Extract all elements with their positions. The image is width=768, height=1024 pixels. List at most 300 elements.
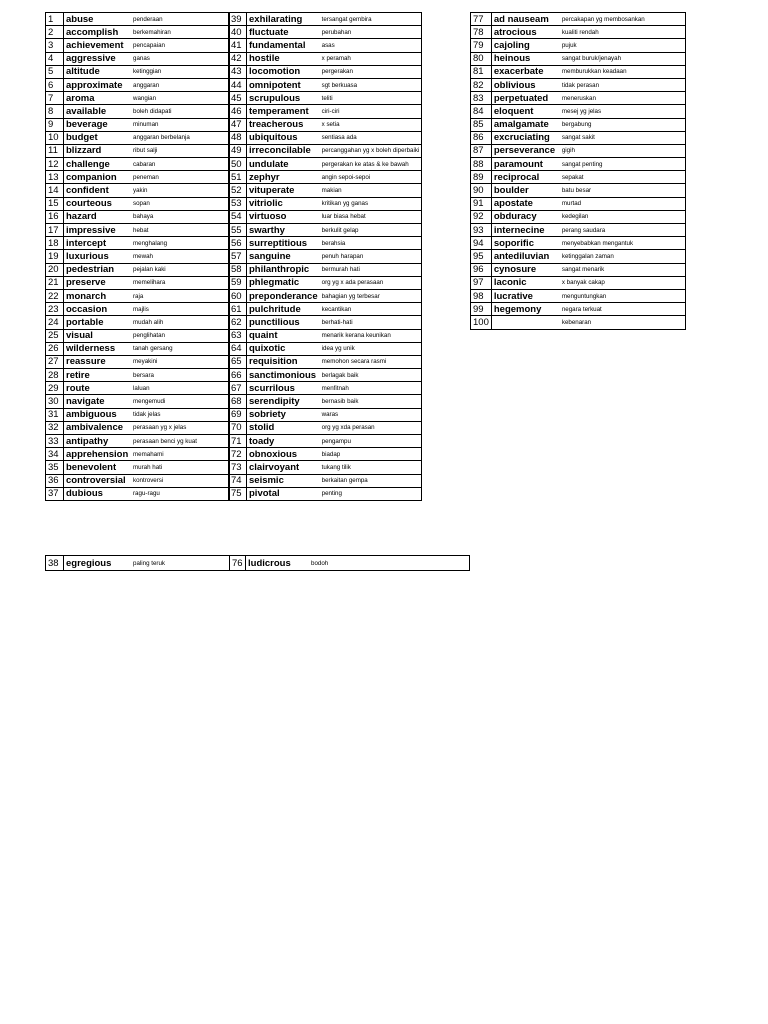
entry-meaning: tukang tilik xyxy=(320,461,422,474)
table-row xyxy=(471,65,686,78)
table-row xyxy=(46,421,230,434)
entry-number: 46 xyxy=(229,105,247,118)
entry-word: portable xyxy=(64,316,132,329)
entry-meaning: perasaan yg x jelas xyxy=(131,421,230,434)
entry-word: clairvoyant xyxy=(247,461,320,474)
vocab-table-extra xyxy=(45,555,470,571)
entry-word: locomotion xyxy=(247,65,320,78)
entry-meaning: bodoh xyxy=(309,556,470,571)
entry-number: 23 xyxy=(46,303,64,316)
vocab-table-col1 xyxy=(45,12,230,501)
entry-meaning: biadap xyxy=(320,448,422,461)
entry-number: 87 xyxy=(471,144,492,157)
entry-meaning: berkemahiran xyxy=(131,26,230,39)
entry-meaning: org yg xda perasan xyxy=(320,421,422,434)
table-row xyxy=(229,171,422,184)
entry-number: 95 xyxy=(471,250,492,263)
table-row xyxy=(229,329,422,342)
entry-word: altitude xyxy=(64,65,132,78)
table-row xyxy=(46,487,230,500)
entry-meaning: org yg x ada perasaan xyxy=(320,276,422,289)
entry-word: exacerbate xyxy=(491,65,560,78)
entry-number: 2 xyxy=(46,26,64,39)
table-row xyxy=(229,289,422,302)
entry-word: philanthropic xyxy=(247,263,320,276)
entry-meaning: pengampu xyxy=(320,435,422,448)
entry-meaning: laluan xyxy=(131,382,230,395)
entry-meaning: sopan xyxy=(131,197,230,210)
entry-meaning: tersangat gembira xyxy=(320,13,422,26)
entry-meaning: boleh didapati xyxy=(131,105,230,118)
table-row xyxy=(471,197,686,210)
entry-word: reciprocal xyxy=(491,171,560,184)
entry-number: 15 xyxy=(46,197,64,210)
entry-number: 32 xyxy=(46,421,64,434)
entry-number: 64 xyxy=(229,342,247,355)
table-row xyxy=(46,263,230,276)
entry-meaning: kontroversi xyxy=(131,474,230,487)
entry-number: 78 xyxy=(471,26,492,39)
table-row xyxy=(46,65,230,78)
table-row xyxy=(229,355,422,368)
entry-meaning: sgt berkuasa xyxy=(320,78,422,91)
entry-word: antipathy xyxy=(64,435,132,448)
table-row xyxy=(471,92,686,105)
entry-word: achievement xyxy=(64,39,132,52)
table-row xyxy=(471,276,686,289)
entry-number: 9 xyxy=(46,118,64,131)
entry-word: ludicrous xyxy=(246,556,310,571)
table-row xyxy=(46,171,230,184)
entry-number: 37 xyxy=(46,487,64,500)
entry-meaning: sepakat xyxy=(560,171,686,184)
entry-meaning: kualiti rendah xyxy=(560,26,686,39)
entry-meaning: sangat buruk/jenayah xyxy=(560,52,686,65)
entry-meaning: pergerakan xyxy=(320,65,422,78)
entry-number: 80 xyxy=(471,52,492,65)
entry-meaning: idea yg unik xyxy=(320,342,422,355)
entry-number: 81 xyxy=(471,65,492,78)
entry-number: 69 xyxy=(229,408,247,421)
entry-meaning: perang saudara xyxy=(560,224,686,237)
entry-word: requisition xyxy=(247,355,320,368)
table-row xyxy=(46,556,470,571)
entry-meaning: memahami xyxy=(131,448,230,461)
table-row xyxy=(229,144,422,157)
table-row xyxy=(229,158,422,171)
entry-number: 38 xyxy=(46,556,64,571)
entry-meaning: tanah gersang xyxy=(131,342,230,355)
entry-number: 41 xyxy=(229,39,247,52)
table-row xyxy=(471,144,686,157)
entry-word: swarthy xyxy=(247,224,320,237)
entry-word: apprehension xyxy=(64,448,132,461)
entry-meaning: murah hati xyxy=(131,461,230,474)
entry-number: 86 xyxy=(471,131,492,144)
entry-meaning: ragu-ragu xyxy=(131,487,230,500)
entry-meaning: ganas xyxy=(131,52,230,65)
table-row xyxy=(46,197,230,210)
entry-word: atrocious xyxy=(491,26,560,39)
entry-number: 59 xyxy=(229,276,247,289)
entry-word: stolid xyxy=(247,421,320,434)
table-row xyxy=(46,369,230,382)
entry-number: 67 xyxy=(229,382,247,395)
table-row xyxy=(229,92,422,105)
table-row xyxy=(229,13,422,26)
entry-number: 44 xyxy=(229,78,247,91)
entry-word: ubiquitous xyxy=(247,131,320,144)
table-row xyxy=(229,342,422,355)
entry-word: abuse xyxy=(64,13,132,26)
table-row xyxy=(229,197,422,210)
entry-number: 40 xyxy=(229,26,247,39)
table-row xyxy=(46,355,230,368)
entry-number: 50 xyxy=(229,158,247,171)
table-row xyxy=(471,26,686,39)
entry-meaning: kebenaran xyxy=(560,316,686,329)
entry-word: treacherous xyxy=(247,118,320,131)
table-row xyxy=(46,276,230,289)
table-row xyxy=(229,65,422,78)
entry-meaning: ketinggalan zaman xyxy=(560,250,686,263)
entry-word: navigate xyxy=(64,395,132,408)
entry-meaning: mewah xyxy=(131,250,230,263)
table-row xyxy=(46,303,230,316)
entry-number: 76 xyxy=(230,556,246,571)
entry-number: 22 xyxy=(46,289,64,302)
entry-number: 73 xyxy=(229,461,247,474)
entry-number: 25 xyxy=(46,329,64,342)
entry-number: 8 xyxy=(46,105,64,118)
entry-meaning: ketinggian xyxy=(131,65,230,78)
entry-meaning: peneman xyxy=(131,171,230,184)
table-row xyxy=(46,39,230,52)
table-row xyxy=(229,276,422,289)
table-row xyxy=(229,105,422,118)
table-row xyxy=(46,118,230,131)
entry-number: 47 xyxy=(229,118,247,131)
entry-number: 29 xyxy=(46,382,64,395)
entry-meaning: menghalang xyxy=(131,237,230,250)
table-row xyxy=(471,289,686,302)
entry-number: 97 xyxy=(471,276,492,289)
table-row xyxy=(46,224,230,237)
entry-number: 83 xyxy=(471,92,492,105)
entry-word: sanguine xyxy=(247,250,320,263)
entry-number: 21 xyxy=(46,276,64,289)
entry-meaning: penting xyxy=(320,487,422,500)
entry-meaning: menguntungkan xyxy=(560,289,686,302)
entry-word: fundamental xyxy=(247,39,320,52)
table-row xyxy=(46,474,230,487)
entry-word: available xyxy=(64,105,132,118)
entry-number: 63 xyxy=(229,329,247,342)
entry-word: preponderance xyxy=(247,289,320,302)
entry-number: 79 xyxy=(471,39,492,52)
entry-meaning: makian xyxy=(320,184,422,197)
entry-meaning: paling teruk xyxy=(131,556,230,571)
entry-word: amalgamate xyxy=(491,118,560,131)
entry-number: 92 xyxy=(471,210,492,223)
entry-meaning: bersara xyxy=(131,369,230,382)
entry-word: reassure xyxy=(64,355,132,368)
entry-number: 42 xyxy=(229,52,247,65)
entry-number: 36 xyxy=(46,474,64,487)
table-row xyxy=(46,250,230,263)
table-row xyxy=(471,250,686,263)
entry-number: 26 xyxy=(46,342,64,355)
entry-word: temperament xyxy=(247,105,320,118)
entry-word: internecine xyxy=(491,224,560,237)
table-row xyxy=(46,435,230,448)
table-row xyxy=(471,13,686,26)
entry-word: preserve xyxy=(64,276,132,289)
table-row xyxy=(46,144,230,157)
entry-meaning: bahaya xyxy=(131,210,230,223)
entry-word: accomplish xyxy=(64,26,132,39)
table-row xyxy=(229,250,422,263)
entry-meaning: murtad xyxy=(560,197,686,210)
entry-number: 65 xyxy=(229,355,247,368)
entry-meaning: ribut salji xyxy=(131,144,230,157)
entry-meaning: memohon secara rasmi xyxy=(320,355,422,368)
entry-number: 35 xyxy=(46,461,64,474)
entry-number: 56 xyxy=(229,237,247,250)
entry-number: 39 xyxy=(229,13,247,26)
table-row xyxy=(229,52,422,65)
entry-number: 53 xyxy=(229,197,247,210)
entry-word: route xyxy=(64,382,132,395)
entry-meaning: teliti xyxy=(320,92,422,105)
entry-meaning: waras xyxy=(320,408,422,421)
table-row xyxy=(229,224,422,237)
entry-meaning: berkaitan gempa xyxy=(320,474,422,487)
table-row xyxy=(471,131,686,144)
entry-meaning: mengemudi xyxy=(131,395,230,408)
entry-meaning: menarik kerana keunikan xyxy=(320,329,422,342)
entry-number: 10 xyxy=(46,131,64,144)
table-row xyxy=(46,237,230,250)
entry-number: 61 xyxy=(229,303,247,316)
entry-number: 48 xyxy=(229,131,247,144)
table-row xyxy=(471,210,686,223)
entry-word: approximate xyxy=(64,78,132,91)
entry-word: exhilarating xyxy=(247,13,320,26)
entry-number: 85 xyxy=(471,118,492,131)
entry-meaning: yakin xyxy=(131,184,230,197)
entry-word: undulate xyxy=(247,158,320,171)
entry-number: 57 xyxy=(229,250,247,263)
table-row xyxy=(471,118,686,131)
entry-number: 13 xyxy=(46,171,64,184)
table-row xyxy=(229,408,422,421)
table-row xyxy=(471,78,686,91)
entry-word: aggressive xyxy=(64,52,132,65)
entry-number: 91 xyxy=(471,197,492,210)
entry-word: zephyr xyxy=(247,171,320,184)
entry-number: 98 xyxy=(471,289,492,302)
table-row xyxy=(229,184,422,197)
entry-number: 71 xyxy=(229,435,247,448)
table-row xyxy=(471,224,686,237)
entry-meaning: gigih xyxy=(560,144,686,157)
entry-number: 4 xyxy=(46,52,64,65)
entry-word: challenge xyxy=(64,158,132,171)
table-row xyxy=(46,329,230,342)
table-row xyxy=(46,184,230,197)
entry-word: surreptitious xyxy=(247,237,320,250)
entry-word: pivotal xyxy=(247,487,320,500)
table-row xyxy=(229,382,422,395)
entry-number: 90 xyxy=(471,184,492,197)
entry-number: 99 xyxy=(471,303,492,316)
entry-word: impressive xyxy=(64,224,132,237)
entry-word: soporific xyxy=(491,237,560,250)
entry-meaning: berkulit gelap xyxy=(320,224,422,237)
entry-meaning: asas xyxy=(320,39,422,52)
entry-meaning: luar biasa hebat xyxy=(320,210,422,223)
entry-number: 24 xyxy=(46,316,64,329)
entry-meaning: ciri-ciri xyxy=(320,105,422,118)
entry-meaning: tidak jelas xyxy=(131,408,230,421)
entry-word: pedestrian xyxy=(64,263,132,276)
entry-meaning: batu besar xyxy=(560,184,686,197)
entry-meaning: pergerakan ke atas & ke bawah xyxy=(320,158,422,171)
table-row xyxy=(46,395,230,408)
entry-word: egregious xyxy=(64,556,132,571)
entry-meaning: bahagian yg terbesar xyxy=(320,289,422,302)
entry-number: 49 xyxy=(229,144,247,157)
table-row xyxy=(471,237,686,250)
entry-word: vitriolic xyxy=(247,197,320,210)
entry-meaning: memelihara xyxy=(131,276,230,289)
entry-number: 62 xyxy=(229,316,247,329)
entry-word: beverage xyxy=(64,118,132,131)
entry-number: 43 xyxy=(229,65,247,78)
entry-word: benevolent xyxy=(64,461,132,474)
table-row xyxy=(229,131,422,144)
entry-meaning: kecantikan xyxy=(320,303,422,316)
entry-meaning: minuman xyxy=(131,118,230,131)
entry-number: 19 xyxy=(46,250,64,263)
entry-number: 84 xyxy=(471,105,492,118)
entry-number: 27 xyxy=(46,355,64,368)
entry-word: oblivious xyxy=(491,78,560,91)
entry-word: retire xyxy=(64,369,132,382)
entry-word: obnoxious xyxy=(247,448,320,461)
table-row xyxy=(229,39,422,52)
entry-number: 55 xyxy=(229,224,247,237)
entry-word: phlegmatic xyxy=(247,276,320,289)
entry-meaning: penderaan xyxy=(131,13,230,26)
entry-number: 12 xyxy=(46,158,64,171)
table-row xyxy=(46,158,230,171)
entry-word: ambivalence xyxy=(64,421,132,434)
entry-meaning: cabaran xyxy=(131,158,230,171)
entry-word: heinous xyxy=(491,52,560,65)
table-row xyxy=(229,237,422,250)
entry-word: sanctimonious xyxy=(247,369,320,382)
entry-word: hazard xyxy=(64,210,132,223)
table-row xyxy=(46,461,230,474)
entry-number: 16 xyxy=(46,210,64,223)
entry-meaning: bermurah hati xyxy=(320,263,422,276)
table-row xyxy=(46,131,230,144)
entry-meaning: berahsia xyxy=(320,237,422,250)
entry-meaning: x setia xyxy=(320,118,422,131)
entry-word: apostate xyxy=(491,197,560,210)
table-row xyxy=(229,435,422,448)
entry-word: pulchritude xyxy=(247,303,320,316)
entry-meaning: berhati-hati xyxy=(320,316,422,329)
entry-meaning: x peramah xyxy=(320,52,422,65)
entry-number: 58 xyxy=(229,263,247,276)
entry-number: 28 xyxy=(46,369,64,382)
entry-meaning: perubahan xyxy=(320,26,422,39)
entry-number: 14 xyxy=(46,184,64,197)
table-row xyxy=(471,184,686,197)
table-row xyxy=(229,421,422,434)
entry-number: 77 xyxy=(471,13,492,26)
entry-meaning: angin sepoi-sepoi xyxy=(320,171,422,184)
vocab-table-col3 xyxy=(470,12,686,330)
entry-word: occasion xyxy=(64,303,132,316)
entry-number: 52 xyxy=(229,184,247,197)
entry-number: 82 xyxy=(471,78,492,91)
entry-number: 5 xyxy=(46,65,64,78)
table-row xyxy=(471,158,686,171)
entry-word: cynosure xyxy=(491,263,560,276)
entry-meaning: sangat menarik xyxy=(560,263,686,276)
entry-meaning: sentiasa ada xyxy=(320,131,422,144)
table-row xyxy=(229,118,422,131)
table-row xyxy=(46,52,230,65)
entry-number: 17 xyxy=(46,224,64,237)
table-row xyxy=(46,210,230,223)
entry-word: lucrative xyxy=(491,289,560,302)
entry-meaning: kritikan yg ganas xyxy=(320,197,422,210)
entry-meaning: percanggahan yg x boleh diperbaiki xyxy=(320,144,422,157)
entry-word: eloquent xyxy=(491,105,560,118)
entry-meaning: tidak perasan xyxy=(560,78,686,91)
entry-meaning: negara terkuat xyxy=(560,303,686,316)
entry-meaning: meyakini xyxy=(131,355,230,368)
entry-word: seismic xyxy=(247,474,320,487)
table-row xyxy=(229,303,422,316)
table-row xyxy=(471,263,686,276)
entry-word: quaint xyxy=(247,329,320,342)
entry-meaning: wangian xyxy=(131,92,230,105)
table-row xyxy=(46,408,230,421)
entry-number: 1 xyxy=(46,13,64,26)
entry-word: perseverance xyxy=(491,144,560,157)
table-row xyxy=(229,487,422,500)
table-row xyxy=(229,474,422,487)
entry-meaning: raja xyxy=(131,289,230,302)
entry-word: courteous xyxy=(64,197,132,210)
entry-number: 100 xyxy=(471,316,492,329)
entry-word: budget xyxy=(64,131,132,144)
table-row xyxy=(471,39,686,52)
entry-word: monarch xyxy=(64,289,132,302)
entry-number: 3 xyxy=(46,39,64,52)
entry-word: hostile xyxy=(247,52,320,65)
entry-meaning: penuh harapan xyxy=(320,250,422,263)
entry-number: 72 xyxy=(229,448,247,461)
entry-word: omnipotent xyxy=(247,78,320,91)
entry-word: obduracy xyxy=(491,210,560,223)
